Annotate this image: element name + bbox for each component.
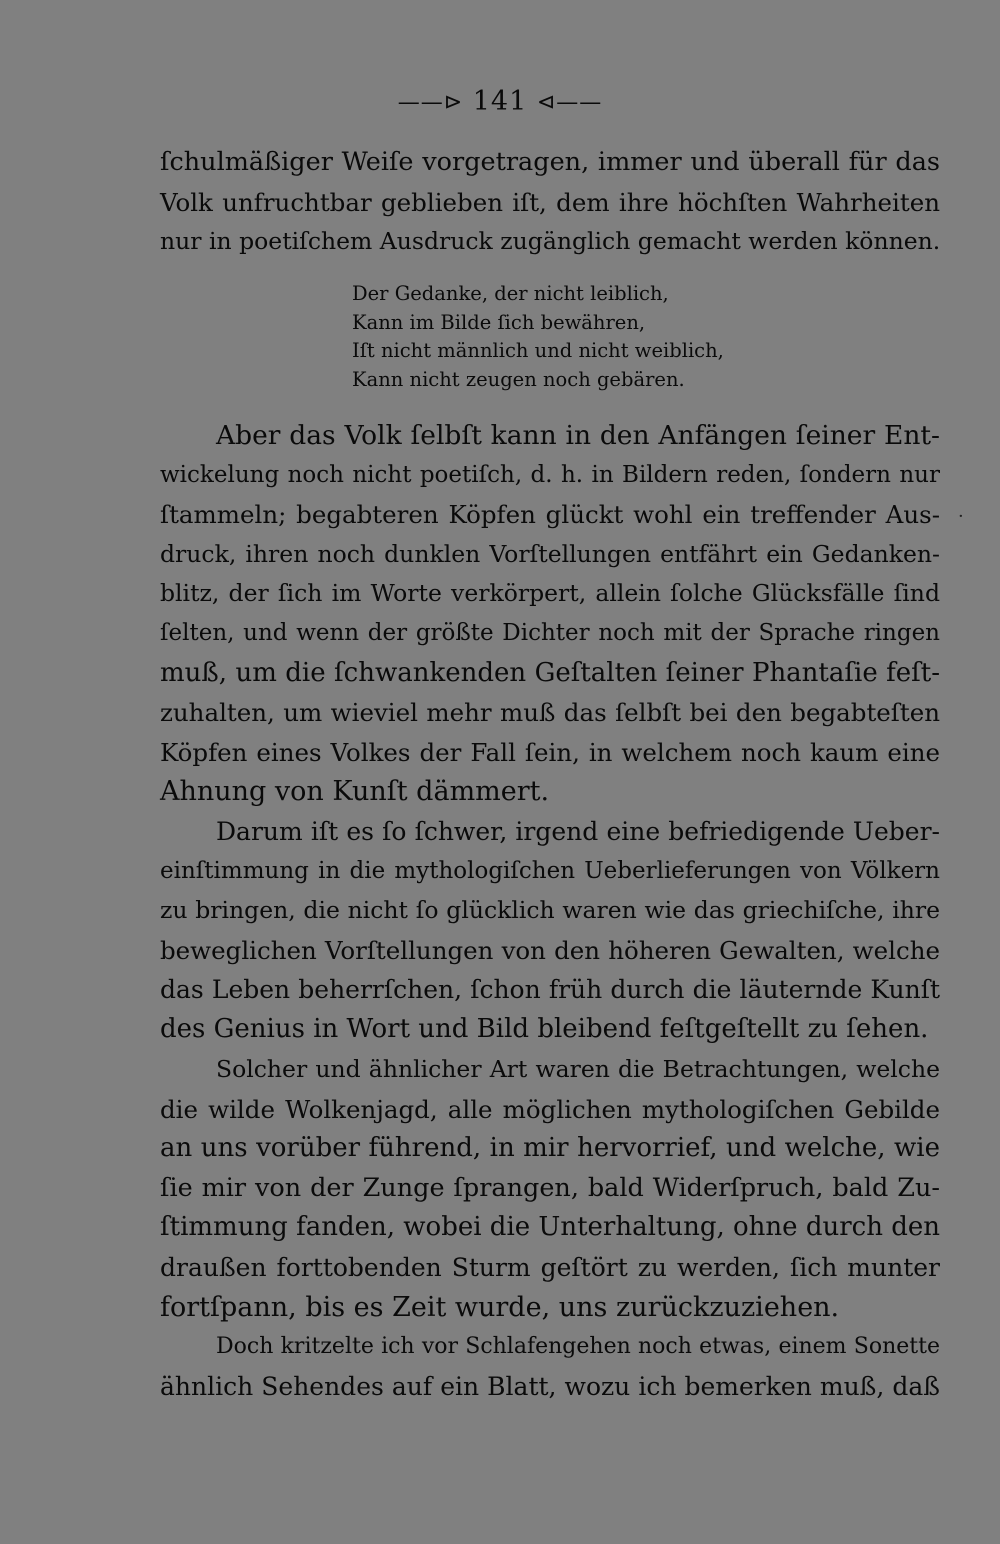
verse-line: Kann nicht zeugen noch gebären. xyxy=(352,367,685,391)
text-line: Solcher und ähnlicher Art waren die Betrachtungen, welche xyxy=(216,1055,940,1083)
text-line: wickelung noch nicht poetiſch, d. h. in Bildern reden, ſondern nur xyxy=(160,461,940,488)
text-line: draußen forttobenden Sturm geſtört zu werden, ſich munter xyxy=(160,1252,940,1282)
text-line: an uns vorüber führend, in mir hervorrief, und welche, wie xyxy=(160,1133,940,1164)
text-line: Aber das Volk ſelbſt kann in den Anfängen ſeiner Ent- xyxy=(216,420,940,451)
text-line: des Genius in Wort und Bild bleibend feſtgeſtellt zu ſehen. xyxy=(160,1013,929,1044)
text-line: Ahnung von Kunſt dämmert. xyxy=(160,776,550,808)
margin-mark-icon: · xyxy=(958,506,964,527)
verse-line: Iſt nicht männlich und nicht weiblich, xyxy=(352,339,724,362)
text-line: die wilde Wolkenjagd, alle möglichen mythologiſchen Gebilde xyxy=(160,1094,940,1124)
text-line: Doch kritzelte ich vor Schlafengehen noch etwas, einem Sonette xyxy=(216,1334,940,1359)
paragraph-5 xyxy=(160,1327,940,1406)
ornament-left-icon: ——⊳ xyxy=(397,90,464,115)
text-line: beweglichen Vorſtellungen von den höheren Gewalten, welche xyxy=(160,935,940,965)
verse-line: Der Gedanke, der nicht leiblich, xyxy=(352,282,669,305)
page-header xyxy=(0,86,1000,117)
paragraph-3 xyxy=(160,812,940,1050)
text-line: zuhalten, um wieviel mehr muß das ſelbſt bei den begabteſten xyxy=(160,698,940,728)
text-line: druck, ihren noch dunklen Vorſtellungen entfährt ein Gedanken- xyxy=(160,539,940,568)
text-line: einſtimmung in die mythologiſchen Ueberlieferungen von Völkern xyxy=(160,857,940,884)
text-line: ähnlich Sehendes auf ein Blatt, wozu ich bemerken muß, daß xyxy=(160,1371,940,1401)
verse-line: Kann im Bilde ſich bewähren, xyxy=(352,310,646,334)
text-line: ſtimmung fanden, wobei die Unterhaltung, ohne durch den xyxy=(160,1212,940,1243)
verse-quote xyxy=(352,280,772,394)
text-line: ſelten, und wenn der größte Dichter noch mit der Sprache ringen xyxy=(160,619,940,646)
text-line: Köpfen eines Volkes der Fall ſein, in welchem noch kaum eine xyxy=(160,737,940,767)
text-line: das Leben beherrſchen, ſchon früh durch die läuternde Kunſt xyxy=(160,975,940,1005)
text-line: Volk unfruchtbar geblieben iſt, dem ihre höchſten Wahrheiten xyxy=(160,187,940,217)
text-line: Darum iſt es ſo ſchwer, irgend eine befriedigende Ueber- xyxy=(216,817,940,846)
page-number: 141 xyxy=(472,86,528,117)
paragraph-2 xyxy=(160,416,940,812)
text-line: ſtammeln; begabteren Köpfen glückt wohl ein treffender Aus- xyxy=(160,500,940,530)
text-line: muß, um die ſchwankenden Geſtalten ſeiner Phantaſie feſt- xyxy=(160,657,940,688)
text-line: blitz, der ſich im Worte verkörpert, allein ſolche Glücksfälle ſind xyxy=(160,579,940,608)
paragraph-4 xyxy=(160,1050,940,1327)
text-line: zu bringen, die nicht ſo glücklich waren wie das griechiſche, ihre xyxy=(160,896,940,925)
ornament-right-icon: ⊲—— xyxy=(536,90,603,115)
text-line: fortſpann, bis es Zeit wurde, uns zurückzuziehen. xyxy=(160,1291,840,1323)
text-line: ſie mir von der Zunge ſprangen, bald Widerſpruch, bald Zu- xyxy=(160,1172,940,1203)
text-line: ſchulmäßiger Weiſe vorgetragen, immer und überall für das xyxy=(160,147,940,177)
paragraph-1 xyxy=(160,143,940,262)
text-line: nur in poetiſchem Ausdruck zugänglich gemacht werden können. xyxy=(160,227,941,256)
